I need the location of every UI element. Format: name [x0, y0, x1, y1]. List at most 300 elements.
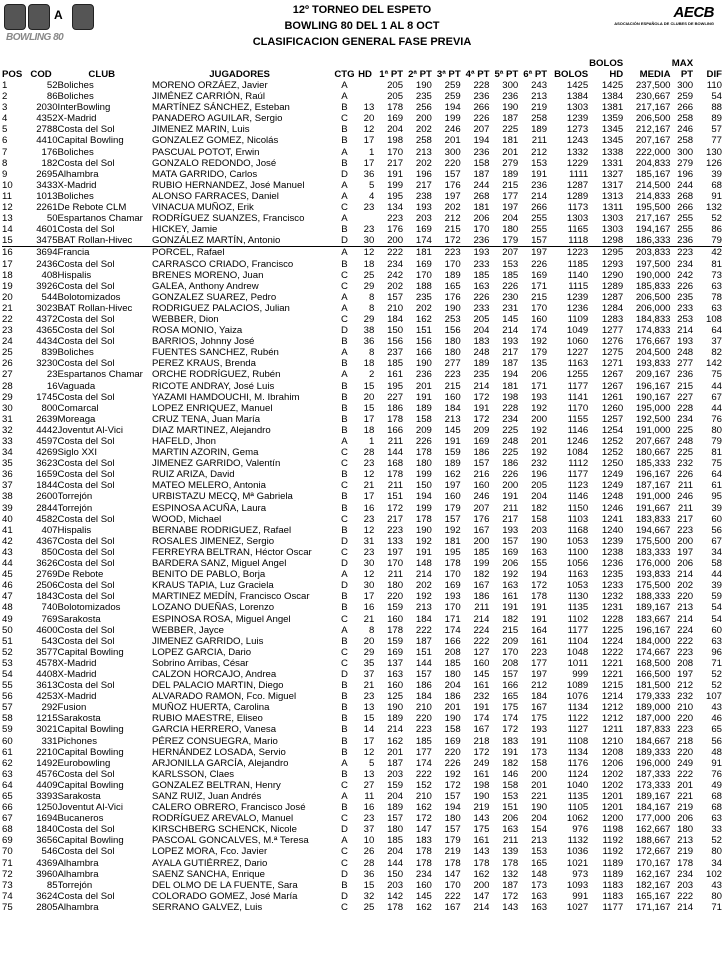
cell-ctg: B: [341, 336, 348, 348]
cell-cod: 544: [41, 291, 58, 303]
cell-bolos-hd: 1277: [601, 325, 624, 337]
cell-4pt: 209: [473, 424, 490, 436]
cell-hd: 18: [363, 258, 375, 270]
cell-1pt: 198: [387, 135, 404, 147]
cell-pos: 10: [2, 179, 13, 191]
cell-pos: 70: [2, 846, 13, 858]
cell-cod: 2695: [36, 168, 58, 180]
cell-hd: 13: [363, 102, 375, 114]
cell-2pt: 170: [415, 269, 432, 281]
table-row: [2, 80, 722, 91]
cell-bolos-hd: 1215: [601, 680, 624, 692]
cell-player: PASCUAL POTOT, Erwin: [151, 146, 260, 158]
cell-player: MARTIN AZORIN, Gema: [151, 447, 259, 459]
cell-max-pt: 233: [677, 302, 694, 314]
cell-1pt: 161: [387, 369, 404, 381]
cell-max-pt: 236: [671, 235, 694, 247]
table-row: [2, 247, 722, 259]
cell-bolos-hd: 1206: [601, 757, 624, 769]
cell-club: Sarakosta: [57, 613, 101, 625]
cell-4pt: 248: [473, 347, 490, 359]
cell-max-pt: 214: [677, 613, 694, 625]
cell-1pt: 199: [387, 179, 404, 191]
cell-hd: 15: [363, 879, 375, 891]
cell-pos: 25: [2, 347, 13, 359]
cell-5pt: 151: [502, 802, 519, 814]
cell-cod: 4253: [36, 691, 58, 703]
cell-1pt: 203: [387, 879, 404, 891]
cell-player: VINACUA MUÑOZ, Erik: [151, 202, 254, 214]
cell-2pt: 192: [415, 591, 432, 603]
cell-media: 204,833: [635, 157, 671, 169]
cell-2pt: 180: [415, 458, 432, 470]
cell-dif: 37: [711, 336, 722, 348]
col-2pt: 2ª PT: [408, 69, 432, 80]
cell-4pt: 207: [473, 502, 490, 514]
cell-pos: 17: [2, 258, 13, 270]
cell-bolos-hd: 1317: [601, 179, 624, 191]
cell-hd: 17: [363, 591, 375, 603]
cell-5pt: 145: [502, 313, 519, 325]
cell-media: 204,500: [635, 347, 671, 359]
col-bolos: BOLOS: [554, 69, 589, 80]
cell-dif: 67: [711, 535, 722, 547]
cell-2pt: 235: [415, 91, 432, 103]
cell-2pt: 166: [415, 347, 432, 359]
cell-club: Torrejón: [57, 879, 93, 891]
cell-club: Torrejón: [57, 502, 93, 514]
cell-hd: 29: [363, 313, 375, 325]
cell-3pt: 219: [444, 846, 461, 858]
cell-media: 195,500: [635, 202, 671, 214]
cell-player: KRAUS TAPIA, Luz Graciela: [151, 580, 274, 592]
cell-media: 187,833: [635, 724, 671, 736]
cell-4pt: 186: [473, 591, 490, 603]
cell-hd: 23: [363, 546, 375, 558]
cell-5pt: 231: [502, 302, 519, 314]
cell-media: 206,000: [635, 302, 671, 314]
cell-cod: 543: [41, 635, 58, 647]
cell-bolos: 1011: [567, 657, 589, 669]
cell-club: Eurobowling: [57, 757, 111, 769]
cell-max-pt: 196: [677, 168, 694, 180]
cell-max-pt: 258: [677, 135, 694, 147]
cell-2pt: 181: [415, 247, 432, 259]
cell-hd: 5: [368, 757, 375, 769]
cell-5pt: 172: [502, 890, 519, 902]
cell-2pt: 169: [415, 224, 432, 236]
cell-5pt: 174: [502, 713, 519, 725]
cell-4pt: 211: [474, 602, 490, 614]
cell-club: Capital Bowling: [57, 646, 124, 658]
cell-5pt: 157: [502, 668, 519, 680]
cell-dif: 34: [711, 546, 722, 558]
cell-ctg: B: [341, 702, 348, 714]
cell-cod: 1844: [36, 480, 58, 492]
cell-media: 214,833: [635, 190, 671, 202]
cell-player: GONZALEZ GOMEZ, Nicolás: [151, 135, 279, 147]
cell-media: 184,167: [635, 802, 671, 814]
cell-club: Siglo XXI: [57, 447, 97, 459]
cell-bolos-hd: 1311: [602, 202, 624, 214]
cell-player: DEL PALACIO MARTIN, Diego: [151, 680, 284, 692]
cell-pos: 56: [2, 691, 13, 703]
table-row: [2, 281, 722, 292]
cell-player: PÉREZ CONSUEGRA, Mario: [151, 735, 278, 747]
cell-media: 180,667: [635, 447, 671, 459]
cell-dif: 107: [705, 691, 722, 703]
cell-player: ORCHE RODRÍGUEZ, Rubén: [151, 369, 281, 381]
cell-club: Costa del Sol: [57, 436, 115, 447]
cell-cod: 1840: [36, 824, 58, 836]
cell-player: RUIZ ARIZA, David: [151, 469, 235, 481]
cell-pos: 8: [2, 157, 8, 169]
col-jugadores: JUGADORES: [209, 69, 270, 80]
cell-2pt: 184: [415, 613, 432, 625]
cell-6pt: 167: [531, 702, 548, 714]
cell-6pt: 258: [531, 113, 548, 125]
table-row: [2, 902, 722, 913]
cell-bolos: 999: [572, 668, 589, 680]
cell-player: HAFELD, Jhon: [151, 436, 216, 447]
cell-bolos-hd: 1228: [601, 613, 624, 625]
cell-dif: 44: [711, 380, 722, 392]
table-row: [2, 647, 722, 658]
cell-dif: 77: [711, 135, 722, 147]
cell-6pt: 154: [531, 824, 548, 836]
cell-player: YAZAMI HAMDOUCHI, M. Ibrahim: [151, 391, 300, 403]
cell-pos: 4: [2, 113, 8, 125]
cell-6pt: 190: [531, 802, 548, 814]
cell-bolos-hd: 1210: [601, 735, 624, 747]
cell-max-pt: 219: [677, 846, 694, 858]
cell-max-pt: 246: [677, 124, 694, 136]
cell-hd: 23: [363, 513, 375, 525]
cell-bolos: 1127: [567, 724, 589, 736]
cell-3pt: 180: [444, 336, 461, 348]
cell-2pt: 183: [415, 835, 432, 847]
cell-ctg: A: [341, 436, 348, 447]
cell-6pt: 221: [531, 791, 548, 802]
cell-1pt: 223: [387, 524, 404, 536]
cell-bolos: 1089: [566, 680, 589, 692]
cell-pos: 60: [2, 735, 13, 747]
cell-3pt: 172: [444, 779, 461, 791]
cell-bolos-hd: 1250: [601, 458, 624, 470]
cell-cod: 292: [41, 702, 58, 714]
cell-3pt: 222: [444, 890, 461, 902]
cell-max-pt: 220: [677, 591, 694, 603]
cell-max-pt: 248: [677, 436, 694, 447]
cell-4pt: 158: [473, 157, 490, 169]
cell-bolos-hd: 1293: [601, 258, 624, 270]
cell-3pt: 165: [444, 280, 461, 292]
cell-bolos: 1135: [567, 791, 589, 802]
cell-bolos-hd: 1381: [601, 102, 624, 114]
cell-5pt: 215: [502, 624, 519, 636]
cell-player: ARJONILLA GARCÍA, Alejandro: [151, 757, 289, 769]
cell-2pt: 148: [415, 558, 432, 570]
cell-club: Costa del Sol: [57, 513, 115, 525]
cell-cod: 3021: [36, 724, 58, 736]
cell-6pt: 201: [531, 436, 548, 447]
table-row: [2, 846, 722, 857]
cell-ctg: B: [341, 135, 348, 147]
cell-bolos-hd: 1200: [601, 813, 624, 825]
cell-3pt: 157: [444, 513, 461, 525]
cell-6pt: 160: [531, 313, 548, 325]
aecb-mark: AECB: [673, 4, 714, 21]
cell-club: Capital Bowling: [57, 779, 124, 791]
cell-5pt: 200: [502, 480, 519, 492]
cell-dif: 60: [711, 624, 722, 636]
cell-player: GONZALO REDONDO, José: [151, 157, 277, 169]
cell-4pt: 191: [473, 402, 490, 414]
cell-5pt: 153: [502, 791, 519, 802]
cell-5pt: 226: [502, 280, 519, 292]
cell-max-pt: 232: [677, 458, 694, 470]
cell-max-pt: 228: [677, 402, 694, 414]
cell-media: 183,833: [635, 513, 671, 525]
cell-media: 195,000: [635, 402, 671, 414]
cell-5pt: 217: [502, 347, 519, 359]
cell-player: CARRASCO CRIADO, Francisco: [151, 258, 294, 270]
cell-1pt: 204: [387, 846, 404, 858]
cell-bolos-hd: 1290: [601, 269, 624, 281]
cell-bolos-hd: 1303: [601, 213, 624, 225]
cell-1pt: 157: [387, 291, 404, 303]
cell-2pt: 214: [415, 569, 432, 581]
cell-club: X-Madrid: [57, 179, 97, 191]
cell-6pt: 203: [531, 524, 548, 536]
cell-3pt: 169: [444, 735, 461, 747]
cell-club: Boliches: [57, 347, 94, 359]
cell-ctg: B: [341, 224, 348, 236]
cell-hd: 37: [363, 668, 375, 680]
cell-club: Hispalis: [57, 524, 92, 536]
cell-4pt: 236: [461, 235, 490, 247]
cell-bolos: 1124: [567, 768, 589, 780]
table-row: [2, 202, 722, 213]
cell-cod: 50: [46, 213, 58, 225]
col-dif: DIF: [706, 69, 722, 80]
cell-5pt: 179: [489, 235, 518, 247]
cell-2pt: 223: [415, 724, 432, 736]
table-row: [2, 235, 722, 247]
cell-2pt: 191: [415, 391, 432, 403]
cell-dif: 54: [711, 602, 722, 614]
cell-3pt: 192: [444, 768, 461, 780]
cell-club: De Rebote CLM: [57, 202, 127, 214]
cell-hd: 20: [363, 635, 375, 647]
table-row: [2, 458, 722, 469]
cell-dif: 80: [711, 846, 722, 858]
cell-bolos: 1146: [567, 491, 589, 503]
cell-5pt: 198: [502, 391, 519, 403]
cell-media: 217,167: [635, 213, 671, 225]
cell-bolos-hd: 1289: [601, 280, 624, 292]
cell-bolos-hd: 1359: [601, 113, 624, 125]
cell-4pt: 127: [473, 646, 490, 658]
cell-3pt: 191: [444, 436, 461, 447]
cell-5pt: 191: [502, 491, 519, 503]
cell-2pt: 210: [415, 702, 432, 714]
cell-bolos: 1177: [567, 624, 589, 636]
cell-2pt: 222: [415, 624, 432, 636]
cell-2pt: 190: [415, 358, 432, 370]
table-row: [2, 325, 722, 336]
cell-bolos: 1177: [567, 380, 589, 392]
cell-bolos-hd: 1240: [601, 524, 624, 536]
cell-hd: 31: [363, 535, 375, 547]
cell-media: 196,167: [635, 469, 671, 481]
cell-hd: 4: [368, 190, 375, 202]
cell-hd: [356, 91, 375, 102]
cell-5pt: 157: [502, 535, 519, 547]
cell-5pt: 187: [502, 358, 519, 370]
cell-cod: 769: [41, 613, 58, 625]
cell-club: Espartanos Chamar: [57, 213, 143, 225]
cell-5pt: 175: [502, 702, 519, 714]
cell-dif: 59: [711, 591, 722, 603]
cell-1pt: 163: [387, 668, 404, 680]
cell-ctg: B: [341, 768, 348, 780]
cell-max-pt: 220: [677, 713, 694, 725]
cell-3pt: 157: [444, 791, 461, 802]
cell-hd: 36: [363, 168, 375, 180]
table-row: [2, 669, 722, 680]
cell-3pt: 189: [444, 269, 461, 281]
cell-6pt: 214: [531, 190, 548, 202]
cell-6pt: 212: [531, 680, 548, 692]
cell-2pt: 147: [415, 824, 432, 836]
table-row: [2, 880, 722, 891]
cell-dif: 54: [711, 613, 722, 625]
table-row: [2, 436, 722, 447]
table-row: [2, 747, 722, 758]
cell-hd: 32: [363, 890, 375, 902]
cell-ctg: B: [341, 402, 348, 414]
cell-media: 196,167: [635, 380, 671, 392]
cell-4pt: 161: [473, 768, 490, 780]
table-row: [2, 558, 722, 569]
cell-media: 182,167: [635, 879, 671, 891]
cell-dif: 43: [711, 879, 722, 891]
cell-club: Alhambra: [57, 857, 99, 869]
cell-6pt: 193: [531, 724, 548, 736]
cell-4pt: 185: [473, 269, 490, 281]
cell-max-pt: 197: [677, 546, 694, 558]
cell-media: 184,000: [635, 635, 671, 647]
cell-4pt: 226: [473, 113, 490, 125]
table-row: [2, 303, 722, 314]
cell-media: 166,500: [635, 668, 671, 680]
cell-media: 194,167: [635, 224, 671, 236]
cell-dif: 52: [711, 680, 722, 692]
cell-bolos: 1076: [566, 691, 589, 703]
cell-5pt: 197: [502, 202, 519, 214]
cell-6pt: 171: [531, 280, 548, 292]
cell-4pt: 228: [473, 80, 490, 91]
sponsor-logos: [4, 2, 99, 48]
cell-ctg: B: [341, 491, 348, 503]
cell-club: Costa del Sol: [57, 157, 115, 169]
cell-3pt: 178: [444, 558, 461, 570]
cell-5pt: 279: [502, 157, 519, 169]
cell-hd: 15: [363, 380, 375, 392]
cell-5pt: 193: [502, 336, 519, 348]
cell-hd: 35: [363, 657, 375, 669]
cell-dif: 46: [711, 713, 722, 725]
cell-dif: 75: [711, 369, 722, 381]
cell-dif: 75: [711, 458, 722, 470]
cell-hd: 18: [363, 424, 375, 436]
cell-1pt: 151: [387, 491, 404, 503]
cell-bolos-hd: 1298: [588, 235, 623, 247]
cell-5pt: 211: [502, 502, 519, 514]
cell-player: MARTÍNEZ SÁNCHEZ, Esteban: [151, 102, 290, 114]
cell-dif: 63: [711, 280, 722, 292]
cell-pos: 11: [2, 190, 12, 202]
cell-6pt: 266: [531, 202, 548, 214]
cell-bolos: 1163: [567, 358, 589, 370]
cell-cod: 839: [41, 347, 58, 359]
cell-1pt: 187: [387, 757, 404, 769]
cell-player: MORENO ORZÁEZ, Javier: [151, 80, 268, 91]
cell-dif: 68: [711, 179, 722, 191]
cell-3pt: 170: [444, 569, 461, 581]
cell-bolos: 1109: [567, 313, 589, 325]
cell-ctg: C: [341, 901, 348, 913]
table-row: [2, 102, 722, 113]
cell-3pt: 208: [444, 646, 461, 658]
page-titles: [150, 2, 574, 50]
cell-1pt: 201: [387, 746, 404, 758]
cell-4pt: 187: [473, 168, 490, 180]
cell-5pt: 204: [502, 213, 519, 225]
cell-cod: 3577: [36, 646, 58, 658]
cell-cod: 546: [41, 846, 58, 858]
table-row: [2, 369, 722, 380]
cell-bolos: 1163: [567, 569, 589, 581]
cell-player: Sobrino Arribas, César: [151, 657, 249, 669]
cell-bolos-hd: 1221: [601, 668, 624, 680]
cell-4pt: 214: [473, 613, 490, 625]
cell-bolos-hd: 1201: [601, 802, 624, 814]
cell-max-pt: 223: [677, 524, 694, 536]
cell-media: 190,167: [635, 391, 671, 403]
cell-ctg: B: [341, 635, 348, 647]
cell-bolos-hd: 1236: [601, 558, 624, 570]
cell-3pt: 223: [444, 369, 461, 381]
table-row: [2, 213, 722, 224]
cell-2pt: 190: [415, 524, 432, 536]
cell-dif: 88: [711, 102, 722, 114]
aecb-logo: [610, 4, 714, 44]
cell-ctg: B: [341, 691, 348, 703]
cell-6pt: 200: [531, 768, 548, 780]
cell-media: 203,833: [635, 247, 671, 259]
cell-media: 184,667: [635, 735, 671, 747]
cell-pos: 49: [2, 613, 13, 625]
cell-6pt: 196: [531, 469, 548, 481]
cell-1pt: 180: [387, 580, 404, 592]
cell-dif: 81: [711, 447, 722, 459]
cell-3pt: 180: [444, 813, 461, 825]
cell-bolos: 1115: [568, 280, 589, 292]
cell-player: GONZALEZ BELTRAN, Henry: [151, 779, 281, 791]
cell-cod: 2788: [36, 124, 58, 136]
